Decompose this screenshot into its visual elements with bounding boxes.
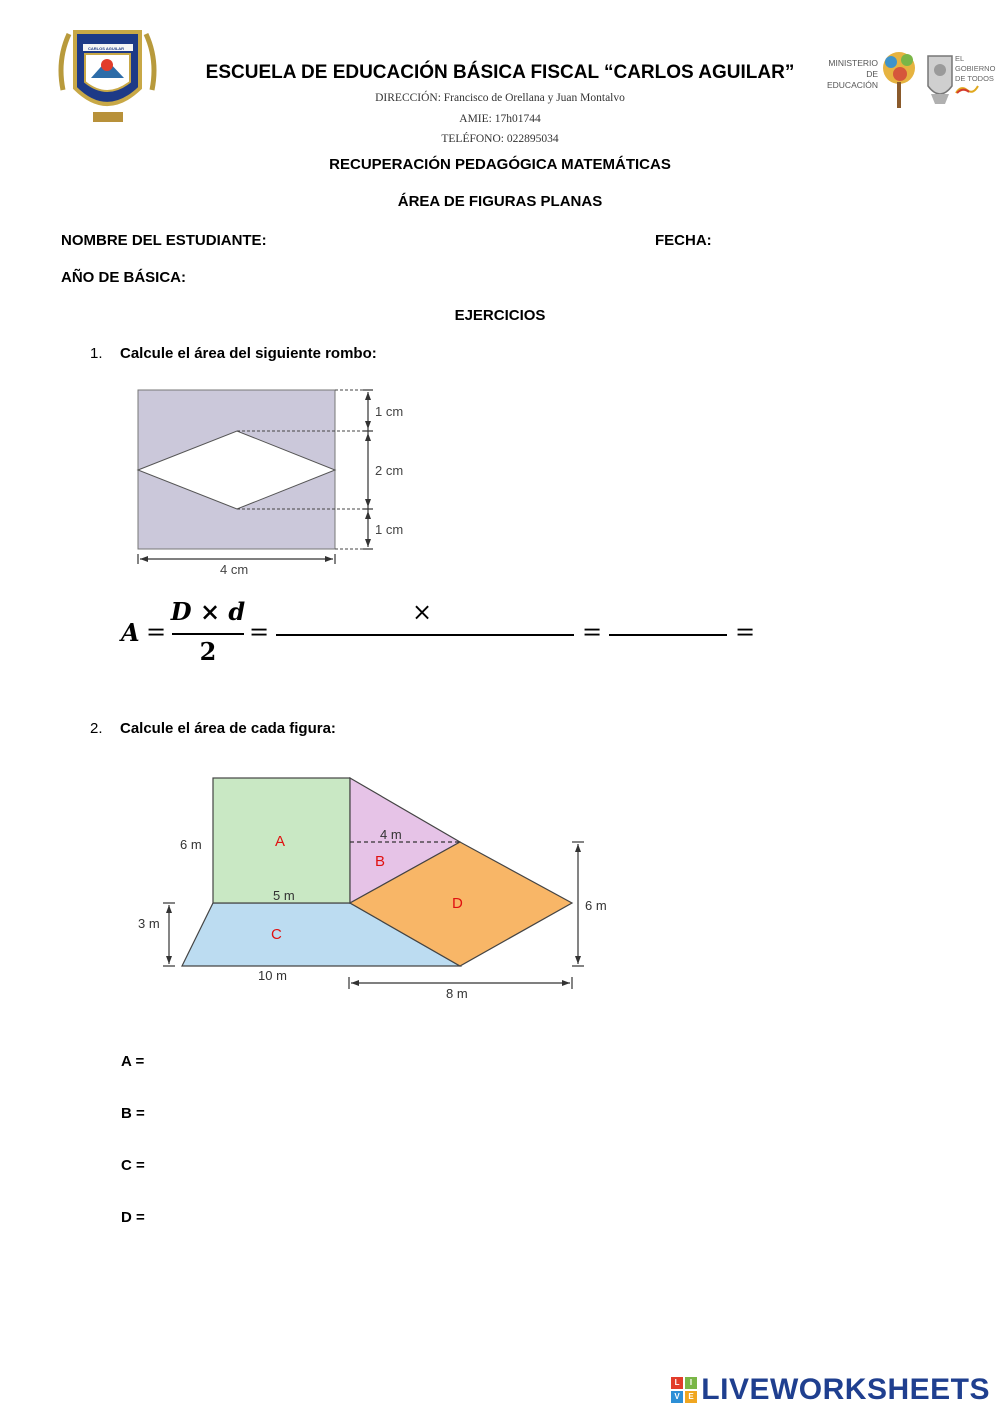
formula-answer-line-1 xyxy=(276,634,574,636)
year-input[interactable] xyxy=(195,265,495,287)
liveworksheets-logo-icon: L I V E xyxy=(671,1377,697,1403)
answer-a-label: A = xyxy=(121,1053,145,1070)
rhombus-dim-middle: 2 cm xyxy=(375,463,404,478)
formula-denominator: 2 xyxy=(199,637,217,666)
answer-c-input[interactable] xyxy=(155,1153,455,1177)
government-logo-line-3: DE TODOS xyxy=(955,74,994,83)
answer-d-label: D = xyxy=(121,1209,145,1226)
formula-result-input[interactable] xyxy=(765,618,915,648)
numerator-input-right[interactable] xyxy=(440,600,570,628)
denominator-input-1[interactable] xyxy=(330,640,520,668)
liveworksheets-brand xyxy=(671,1373,990,1407)
exercise-1-text: Calcule el área del siguiente rombo: xyxy=(120,345,377,362)
answer-a-input[interactable] xyxy=(155,1049,455,1073)
rhombus-dim-top: 1 cm xyxy=(375,404,404,419)
dim-six-left: 6 m xyxy=(180,837,202,852)
year-label: AÑO DE BÁSICA: xyxy=(61,269,187,286)
rhombus-dim-width: 4 cm xyxy=(220,562,249,577)
school-logo-text: CARLOS AGUILAR xyxy=(88,46,125,51)
student-name-input[interactable] xyxy=(280,228,640,250)
school-phone: TELÉFONO: 022895034 xyxy=(441,133,559,145)
dim-eight: 8 m xyxy=(446,986,468,1001)
school-address: DIRECCIÓN: Francisco de Orellana y Juan Montalvo xyxy=(375,92,625,104)
government-logo-line-1: EL xyxy=(955,54,965,63)
formula-equals-1: = xyxy=(146,618,167,646)
tree-emblem-icon xyxy=(880,46,918,112)
answer-d-input[interactable] xyxy=(155,1205,455,1229)
school-amie: AMIE: 17h01744 xyxy=(459,113,541,125)
formula-lhs: A xyxy=(121,618,140,647)
exercise-2-question xyxy=(90,720,336,737)
dim-ten: 10 m xyxy=(258,968,287,983)
title-recuperacion: RECUPERACIÓN PEDAGÓGICA MATEMÁTICAS xyxy=(329,156,671,173)
exercise-1-question xyxy=(90,345,377,362)
date-label: FECHA: xyxy=(655,232,712,249)
rhombus-figure xyxy=(120,380,430,580)
government-logo-mark-icon xyxy=(955,84,979,94)
school-title: ESCUELA DE EDUCACIÓN BÁSICA FISCAL “CARLOS AGUILAR” xyxy=(205,62,795,83)
date-input[interactable] xyxy=(715,228,945,250)
answer-c-label: C = xyxy=(121,1157,145,1174)
rhombus-dim-bottom: 1 cm xyxy=(375,522,404,537)
formula-equals-4: = xyxy=(735,618,756,646)
formula-fraction-bar xyxy=(172,633,244,635)
student-name-label: NOMBRE DEL ESTUDIANTE: xyxy=(61,232,267,249)
exercise-2-text: Calcule el área de cada figura: xyxy=(120,720,336,737)
dim-four: 4 m xyxy=(380,827,402,842)
shape-c-label: C xyxy=(271,926,282,943)
answer-b-input[interactable] xyxy=(155,1101,455,1125)
dim-six-right: 6 m xyxy=(585,898,607,913)
formula-equals-3: = xyxy=(582,618,603,646)
shape-a-label: A xyxy=(275,833,286,850)
composite-figure xyxy=(130,765,620,1005)
ministry-logo-line-1: MINISTERIO xyxy=(828,58,878,68)
dim-five: 5 m xyxy=(273,888,295,903)
numerator-input-2[interactable] xyxy=(610,600,726,628)
answer-b-label: B = xyxy=(121,1105,145,1122)
shape-b-label: B xyxy=(375,853,386,870)
denominator-input-2[interactable] xyxy=(620,640,720,668)
formula-equals-2: = xyxy=(249,618,270,646)
exercise-2-number: 2. xyxy=(90,720,103,737)
dim-three: 3 m xyxy=(138,916,160,931)
ministry-logo-line-2: DE EDUCACIÓN xyxy=(826,69,878,90)
formula-times: × xyxy=(412,598,433,626)
government-logo xyxy=(955,54,995,104)
exercise-1-number: 1. xyxy=(90,345,103,362)
title-area-figuras: ÁREA DE FIGURAS PLANAS xyxy=(397,193,603,210)
ecuador-coat-of-arms-icon xyxy=(925,50,955,108)
formula-numerator: D × d xyxy=(170,597,246,626)
exercises-heading: EJERCICIOS xyxy=(454,307,546,324)
formula-answer-line-2 xyxy=(609,634,727,636)
shape-d-label: D xyxy=(452,895,463,912)
liveworksheets-text: LIVEWORKSHEETS xyxy=(701,1373,990,1406)
numerator-input-left[interactable] xyxy=(280,600,405,628)
government-logo-line-2: GOBIERNO xyxy=(955,64,996,73)
ministry-logo xyxy=(826,58,878,98)
school-logo xyxy=(55,20,160,128)
